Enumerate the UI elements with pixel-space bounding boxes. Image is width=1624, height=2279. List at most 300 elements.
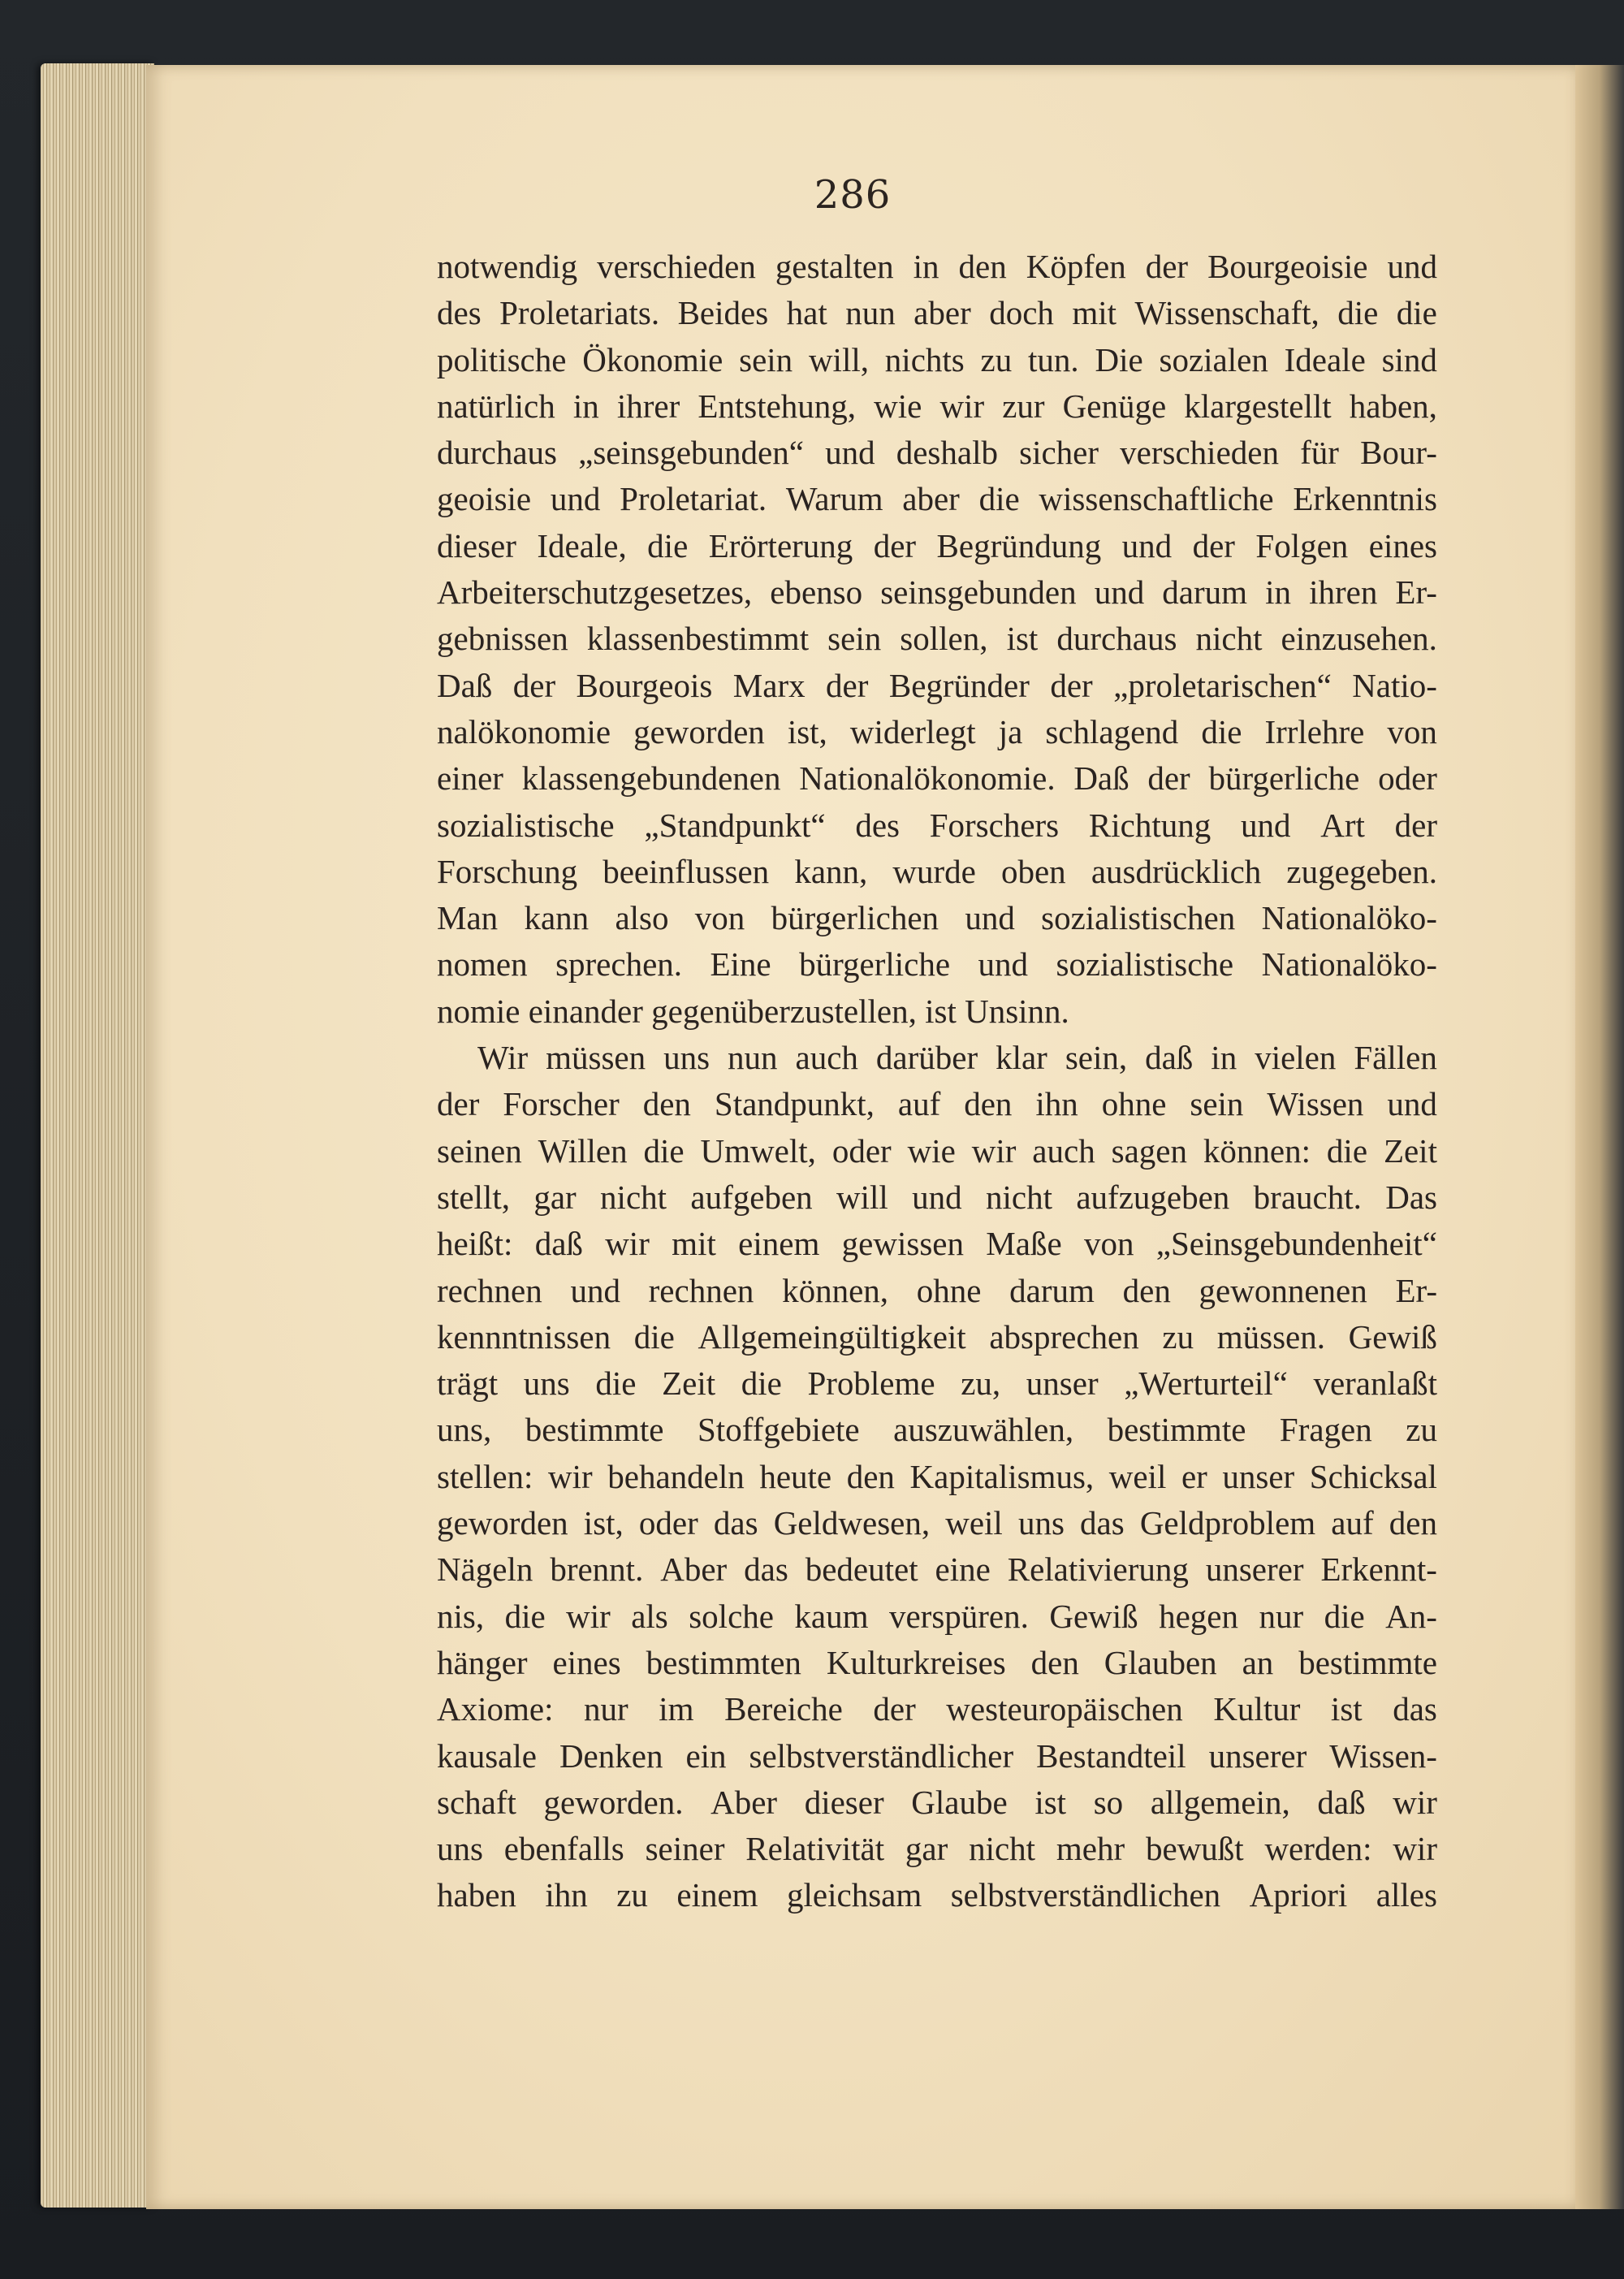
word: in [913, 248, 939, 285]
text-line [437, 1500, 1437, 1546]
word: rechnen [648, 1271, 754, 1309]
word: daß [1317, 1783, 1366, 1821]
word: klar [996, 1039, 1047, 1077]
word: sprechen. [555, 945, 683, 984]
word: Genüge [1062, 387, 1167, 425]
word: und [570, 1271, 620, 1309]
text-line [437, 1546, 1437, 1593]
page-number: 286 [814, 172, 892, 218]
word: seinen [437, 1131, 522, 1170]
word: selbstverständlichen [950, 1876, 1221, 1914]
word: sein [827, 620, 882, 658]
word: zu [1406, 1411, 1437, 1449]
text-line [437, 755, 1437, 802]
word: ihn [1035, 1085, 1078, 1123]
word: im [659, 1690, 694, 1728]
word: zu [980, 340, 1013, 378]
word: daß [1145, 1039, 1194, 1077]
word: weil [1108, 1457, 1167, 1495]
word: ist, [787, 712, 827, 750]
word: Bourgeois [576, 666, 713, 704]
word: für [1300, 434, 1339, 472]
word: gegenüberzustellen, [651, 992, 926, 1030]
word: nun [845, 294, 896, 332]
word: heißt: [437, 1225, 513, 1263]
word: Das [1385, 1178, 1437, 1216]
word: an [1242, 1643, 1274, 1681]
word: oder [1378, 759, 1437, 798]
word: zu [616, 1876, 648, 1914]
word: zugegeben. [1286, 852, 1437, 890]
word: Maße [986, 1225, 1062, 1263]
word: unserer [1208, 1736, 1307, 1775]
word: wurde [892, 852, 976, 890]
page-edges [41, 63, 154, 2208]
word: seiner [645, 1830, 725, 1868]
word: bestimmte [1298, 1643, 1437, 1681]
word: trägt [437, 1364, 499, 1403]
word: eines [1368, 526, 1437, 564]
word: sein [1190, 1085, 1244, 1123]
word: ist [1330, 1690, 1363, 1728]
word: Willen [538, 1131, 628, 1170]
word: alles [1376, 1876, 1437, 1914]
word: den [642, 1085, 691, 1123]
word: uns [523, 1364, 570, 1403]
word: Nationalökonomie. [799, 759, 1056, 798]
word: Ökonomie [582, 340, 723, 378]
word: kennntnissen [437, 1317, 611, 1356]
word: veranlaßt [1313, 1364, 1437, 1403]
word: den [958, 248, 1007, 285]
word: auch [795, 1039, 858, 1077]
word: ihn [545, 1876, 588, 1914]
word: die [1337, 294, 1379, 332]
word: ist [1034, 1783, 1067, 1821]
word: Art [1320, 806, 1365, 844]
word: das [713, 1504, 758, 1542]
word: natürlich [437, 387, 555, 425]
word: die [1201, 712, 1242, 750]
word: der [1192, 526, 1235, 564]
word: verschieden [1120, 434, 1279, 472]
word: nomie [437, 992, 529, 1030]
word: geworden [633, 712, 765, 750]
word: durchaus [1056, 620, 1177, 658]
word: dieser [804, 1783, 884, 1821]
word: beeinflussen [603, 852, 770, 890]
word: unser [1222, 1457, 1295, 1495]
word: uns [663, 1039, 710, 1077]
word: und [1094, 573, 1145, 612]
word: uns [1017, 1504, 1065, 1542]
word: müssen. [1216, 1317, 1325, 1356]
word: bedeutet [805, 1550, 918, 1589]
word: durchaus [437, 434, 558, 472]
word: schaft [437, 1783, 516, 1821]
word: eine [935, 1550, 991, 1589]
word: einem [738, 1225, 820, 1263]
word: hat [786, 294, 827, 332]
word: und [965, 899, 1015, 937]
word: klassenbestimmt [586, 620, 810, 658]
word: und [1240, 806, 1291, 844]
word: Fragen [1279, 1411, 1372, 1449]
word: wir [1393, 1783, 1437, 1821]
word: Die [1095, 340, 1143, 378]
word: Begründer [888, 666, 1030, 704]
text-line [437, 1035, 1437, 1081]
word: wie [874, 387, 922, 425]
word: klassengebundenen [521, 759, 781, 798]
word: schlagend [1045, 712, 1179, 750]
word: die [741, 1364, 782, 1403]
word: Entstehung, [698, 387, 857, 425]
word: Erkenntnis [1293, 480, 1437, 518]
word: kaum [794, 1597, 869, 1635]
text-line [437, 476, 1437, 522]
text-line [437, 1128, 1437, 1174]
word: Zeit [662, 1364, 716, 1403]
word: das [1393, 1690, 1437, 1728]
word: Relativierung [1007, 1550, 1189, 1589]
word: auszuwählen, [893, 1411, 1074, 1449]
word: vielen [1255, 1039, 1337, 1077]
word: der [512, 666, 556, 704]
word: Forschung [437, 852, 578, 890]
word: ohne [1101, 1085, 1167, 1123]
word: Allgemeingültigkeit [698, 1317, 966, 1356]
word: wir [1393, 1830, 1437, 1868]
word: „Werturteil“ [1124, 1364, 1288, 1403]
word: die [1326, 1131, 1368, 1170]
word: die [643, 1131, 685, 1170]
word: unser [1026, 1364, 1099, 1403]
word: ihren [1309, 573, 1378, 612]
word: ja [998, 712, 1023, 750]
word: westeuropäischen [946, 1690, 1183, 1728]
word: Stoffgebiete [698, 1411, 860, 1449]
text-line [437, 849, 1437, 895]
word: auf [897, 1085, 941, 1123]
word: widerlegt [849, 712, 976, 750]
word: Unsinn. [965, 992, 1069, 1030]
word: wissenschaftliche [1039, 480, 1274, 518]
word: ein [685, 1736, 727, 1775]
word: aber [902, 480, 960, 518]
word: Wissen [1267, 1085, 1364, 1123]
word: des [437, 294, 482, 332]
word: geworden [437, 1504, 568, 1542]
word: sollen, [900, 620, 988, 658]
word: nun [728, 1039, 778, 1077]
word: Beides [677, 294, 769, 332]
text-line [437, 616, 1437, 662]
word: Kulturkreises [826, 1643, 1006, 1681]
word: allgemein, [1150, 1783, 1290, 1821]
word: wir [605, 1225, 650, 1263]
word: und [912, 1178, 962, 1216]
word: und [978, 945, 1029, 984]
word: Apriori [1249, 1876, 1348, 1914]
word: die [978, 480, 1020, 518]
word: Bour- [1360, 434, 1437, 472]
word: und [1387, 248, 1437, 285]
word: Daß [437, 666, 493, 704]
text-line [437, 941, 1437, 988]
text-line [437, 244, 1437, 290]
word: Glaube [911, 1783, 1008, 1821]
word: Nägeln [437, 1550, 533, 1589]
text-line [437, 1081, 1437, 1127]
word: mit [1072, 294, 1117, 332]
word: in [1265, 573, 1291, 612]
word: Er- [1395, 573, 1437, 612]
word: heute [759, 1457, 832, 1495]
text-line [437, 569, 1437, 616]
word: Ideale, [537, 526, 627, 564]
word: nomen [437, 945, 528, 984]
word: einzusehen. [1281, 620, 1437, 658]
word: Erörterung [708, 526, 853, 564]
text-line [437, 1594, 1437, 1640]
word: der [1145, 248, 1189, 285]
word: sagen [1111, 1131, 1187, 1170]
word: so [1093, 1783, 1124, 1821]
word: und [1121, 526, 1173, 564]
word: nur [584, 1690, 628, 1728]
word: solche [689, 1597, 774, 1635]
word: wir [939, 387, 985, 425]
word: ist [925, 992, 965, 1030]
word: ausdrücklich [1091, 852, 1262, 890]
word: in [572, 387, 599, 425]
word: gewissen [841, 1225, 964, 1263]
word: zu [1162, 1317, 1194, 1356]
word: Warum [785, 480, 883, 518]
word: Gewiß [1348, 1317, 1437, 1356]
word: Wissenschaft, [1134, 294, 1320, 332]
word: bestimmte [1107, 1411, 1246, 1449]
text-line [437, 383, 1437, 430]
text-line [437, 523, 1437, 569]
word: von [1387, 712, 1437, 750]
word: tun. [1028, 340, 1079, 378]
word: Forschers [929, 806, 1060, 844]
word: stellen: [437, 1457, 533, 1495]
word: bestimmten [646, 1643, 801, 1681]
word: einander [528, 992, 652, 1030]
word: sind [1381, 340, 1437, 378]
word: er [1181, 1457, 1207, 1495]
word: der [1394, 806, 1437, 844]
word: den [964, 1085, 1013, 1123]
word: das [1080, 1504, 1125, 1542]
word: Aber [710, 1783, 778, 1821]
word: politische [437, 340, 567, 378]
word: Er- [1395, 1271, 1437, 1309]
word: Probleme [807, 1364, 935, 1403]
word: gestalten [775, 248, 894, 285]
word: der [826, 666, 869, 704]
word: mit [672, 1225, 716, 1263]
text-line [437, 1314, 1437, 1360]
word: „Standpunkt“ [644, 806, 826, 844]
word: gewonnenen [1199, 1271, 1367, 1309]
word: hänger [437, 1643, 528, 1681]
book-gutter [1575, 65, 1624, 2209]
word: Bestandteil [1036, 1736, 1186, 1775]
word: von [694, 899, 745, 937]
word: in [1211, 1039, 1237, 1077]
word: Arbeiterschutzgesetzes, [437, 573, 753, 612]
word: notwendig [437, 248, 578, 285]
word: zu, [961, 1364, 1001, 1403]
word: daß [534, 1225, 583, 1263]
word: der [1147, 759, 1190, 798]
word: absprechen [989, 1317, 1139, 1356]
word: nicht [986, 1178, 1052, 1216]
word: ist, [583, 1504, 624, 1542]
word: Geldproblem [1139, 1504, 1316, 1542]
word: An- [1385, 1597, 1437, 1635]
text-line [437, 1826, 1437, 1872]
word: die [504, 1597, 546, 1635]
word: werden: [1264, 1830, 1372, 1868]
word: darum [1009, 1271, 1095, 1309]
word: den [1389, 1504, 1437, 1542]
word: haben [437, 1876, 516, 1914]
word: seinsgebunden [880, 573, 1077, 612]
text-line [437, 895, 1437, 941]
word: Gewiß [1049, 1597, 1138, 1635]
word: Nationalöko- [1261, 899, 1437, 937]
word: oder [638, 1504, 698, 1542]
word: unserer [1205, 1550, 1304, 1589]
text-line [437, 1221, 1437, 1267]
word: Fällen [1354, 1039, 1437, 1077]
word: als [631, 1597, 668, 1635]
word: selbstverständlicher [749, 1736, 1014, 1775]
word: Forscher [503, 1085, 620, 1123]
word: das [744, 1550, 788, 1589]
text-line [437, 1174, 1437, 1221]
word: weil [945, 1504, 1003, 1542]
word: des [855, 806, 900, 844]
word: ebenso [770, 573, 863, 612]
word: Proletariats. [499, 294, 660, 332]
word: sein, [1065, 1039, 1128, 1077]
word: zur [1002, 387, 1045, 425]
word: Begründung [936, 526, 1102, 564]
word: nicht [600, 1178, 667, 1216]
word: Glauben [1104, 1643, 1217, 1681]
word: Eine [710, 945, 771, 984]
text-line [437, 290, 1437, 336]
word: Richtung [1088, 806, 1212, 844]
word: den [1030, 1643, 1079, 1681]
word: Irrlehre [1264, 712, 1365, 750]
word: „Seinsgebundenheit“ [1155, 1225, 1437, 1263]
word: der [1050, 666, 1093, 704]
word: oben [1000, 852, 1066, 890]
word: von [1083, 1225, 1134, 1263]
word: die [633, 1317, 675, 1356]
text-line [437, 1640, 1437, 1686]
word: sozialistische [437, 806, 615, 844]
word: oder [831, 1131, 892, 1170]
word: einer [437, 759, 503, 798]
word: verspüren. [888, 1597, 1029, 1635]
word: rechnen [437, 1271, 542, 1309]
word: sozialistische [1056, 945, 1234, 984]
word: Axiome: [437, 1690, 554, 1728]
text-line [437, 1454, 1437, 1500]
word: müssen [546, 1039, 646, 1077]
word: eines [552, 1643, 621, 1681]
word: brennt. [550, 1550, 644, 1589]
word: ohne [916, 1271, 982, 1309]
word: auf [1331, 1504, 1374, 1542]
word: Bereiche [724, 1690, 843, 1728]
word: sein [739, 340, 793, 378]
word: nichts [884, 340, 965, 378]
word: gar [533, 1178, 577, 1216]
word: „seinsgebunden“ [578, 434, 804, 472]
word: dieser [437, 526, 516, 564]
word: bürgerliche [1208, 759, 1360, 798]
text-line [437, 663, 1437, 709]
word: geworden. [543, 1783, 684, 1821]
text-line [437, 988, 1437, 1035]
word: Zeit [1383, 1131, 1437, 1170]
word: will [836, 1178, 888, 1216]
word: „proletarischen“ [1113, 666, 1332, 704]
text-line [437, 1733, 1437, 1780]
word: die [1324, 1597, 1365, 1635]
word: geoisie [437, 480, 532, 518]
word: klargestellt [1184, 387, 1332, 425]
text-line [437, 1872, 1437, 1918]
text-line [437, 1360, 1437, 1407]
word: Bourgeoisie [1207, 248, 1368, 285]
word: nicht [969, 1830, 1036, 1868]
word: aufgeben [690, 1178, 813, 1216]
word: mehr [1056, 1830, 1125, 1868]
word: bewußt [1145, 1830, 1244, 1868]
word: bürgerlichen [771, 899, 939, 937]
word: Erkennt- [1320, 1550, 1437, 1589]
text-line [437, 337, 1437, 383]
word: auch [1032, 1131, 1095, 1170]
word: der [437, 1085, 480, 1123]
word: den [1122, 1271, 1171, 1309]
word: darüber [875, 1039, 978, 1077]
word: Aber [660, 1550, 728, 1589]
word: können, [782, 1271, 889, 1309]
word: Natio- [1352, 666, 1437, 704]
word: wir [548, 1457, 593, 1495]
word: bürgerliche [799, 945, 951, 984]
word: will, [808, 340, 869, 378]
word: einem [676, 1876, 758, 1914]
word: uns [437, 1830, 483, 1868]
word: verschieden [597, 248, 756, 285]
word: deshalb [896, 434, 998, 472]
word: hegen [1159, 1597, 1239, 1635]
word: Kultur [1213, 1690, 1301, 1728]
word: Denken [559, 1736, 663, 1775]
